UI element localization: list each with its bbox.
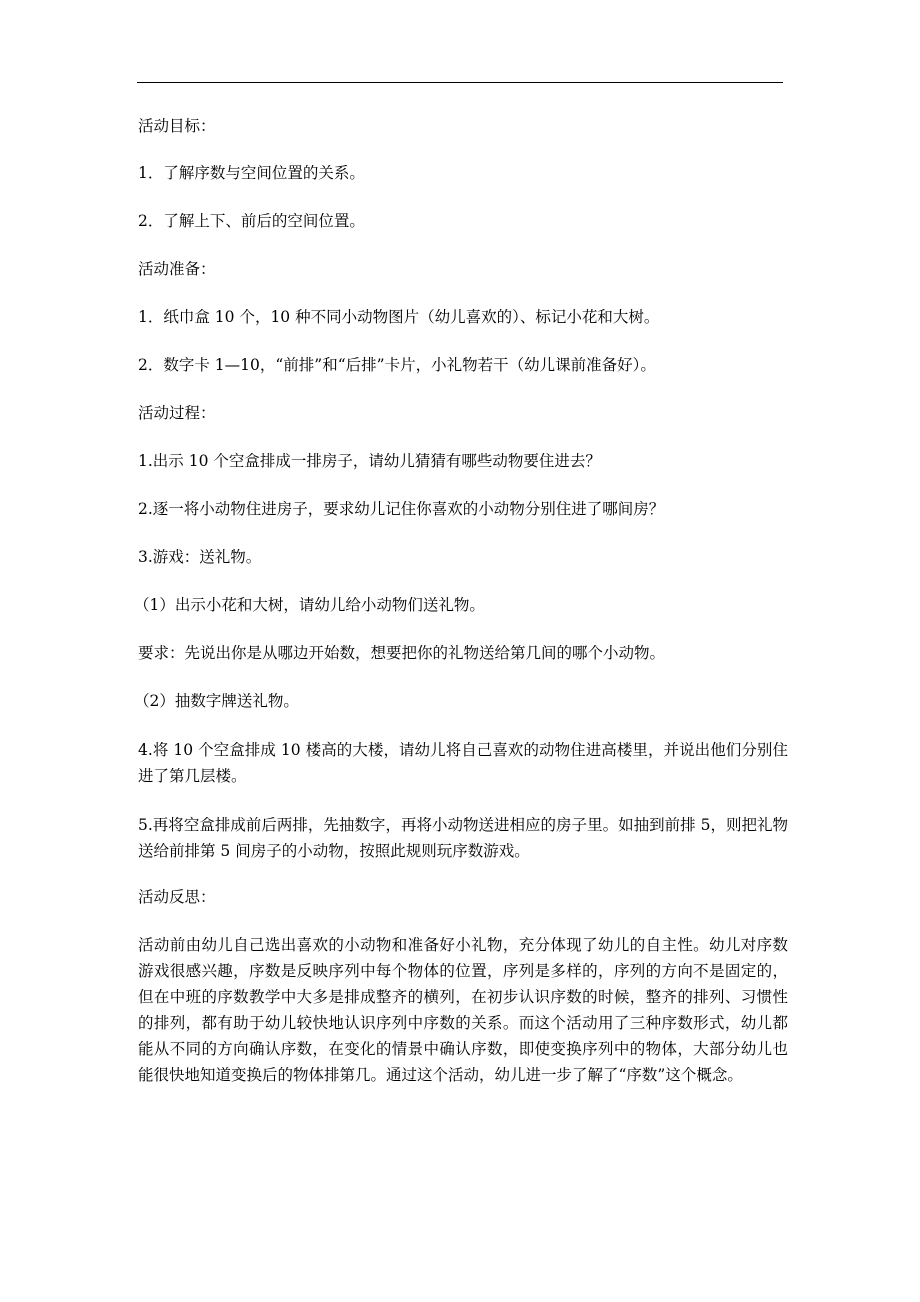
prep-item-2: 2．数字卡 1—10，“前排”和“后排”卡片，小礼物若干（幼儿课前准备好）。 bbox=[138, 356, 656, 374]
process-step-5: 5.再将空盒排成前后两排，先抽数字，再将小动物送进相应的房子里。如抽到前排 5，则把礼物送给前排第 5 间房子的小动物，按照此规则玩序数游戏。 bbox=[138, 816, 788, 860]
prep-item-1: 1．纸巾盒 10 个，10 种不同小动物图片（幼儿喜欢的）、标记小花和大树。 bbox=[138, 308, 660, 326]
heading-goals: 活动目标： bbox=[138, 117, 216, 135]
reflection-paragraph: 活动前由幼儿自己选出喜欢的小动物和准备好小礼物，充分体现了幼儿的自主性。幼儿对序数游戏很感兴趣，序数是反映序列中每个物体的位置，序列是多样的，序列的方向不是固定的，但在中班的序数教学中大多是排成整齐的横列，在初步认识序数的时候，整齐的排列、习惯性的排列，都有助于幼儿较快地认识序列中序数的关系。而这个活动用了三种序数形式，幼儿都能从不同的方向确认序数，在变化的情景中确认序数，即使变换序列中的物体，大部分幼儿也能很快地知道变换后的物体排第几。通过这个活动，幼儿进一步了解了“序数”这个概念。 bbox=[138, 936, 788, 1084]
heading-process: 活动过程： bbox=[138, 404, 216, 422]
heading-reflection: 活动反思： bbox=[138, 888, 216, 906]
process-step-3: 3.游戏：送礼物。 bbox=[138, 548, 262, 566]
goal-item-1: 1．了解序数与空间位置的关系。 bbox=[138, 164, 365, 182]
process-step-1: 1.出示 10 个空盒排成一排房子，请幼儿猜猜有哪些动物要住进去？ bbox=[138, 452, 601, 470]
process-step-4: 4.将 10 个空盒排成 10 楼高的大楼，请幼儿将自己喜欢的动物住进高楼里，并说出他们分别住进了第几层楼。 bbox=[138, 741, 788, 785]
process-substep-1: （1）出示小花和大树，请幼儿给小动物们送礼物。 bbox=[134, 596, 485, 614]
header-rule bbox=[137, 82, 783, 83]
heading-prep: 活动准备： bbox=[138, 260, 216, 278]
goal-item-2: 2．了解上下、前后的空间位置。 bbox=[138, 212, 365, 230]
process-step-2: 2.逐一将小动物住进房子，要求幼儿记住你喜欢的小动物分别住进了哪间房？ bbox=[138, 500, 665, 518]
process-substep-2: （2）抽数字牌送礼物。 bbox=[134, 692, 299, 710]
process-requirement: 要求：先说出你是从哪边开始数，想要把你的礼物送给第几间的哪个小动物。 bbox=[138, 644, 666, 662]
